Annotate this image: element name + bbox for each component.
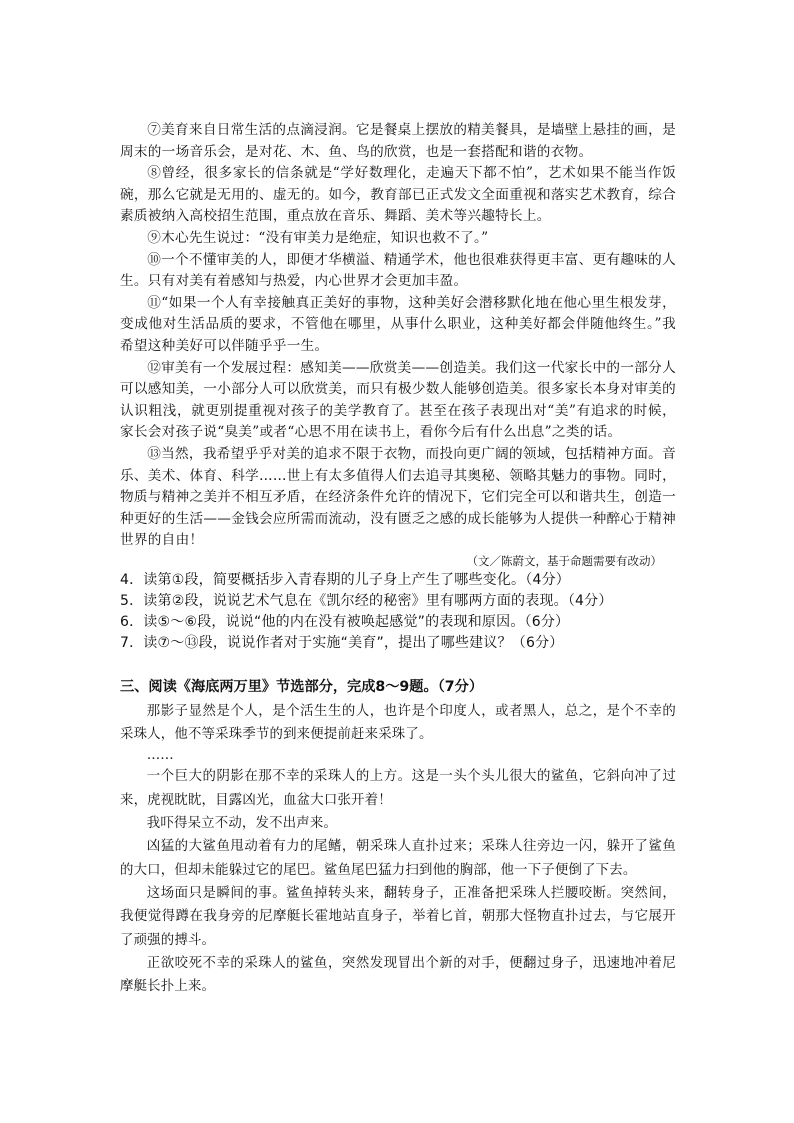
excerpt-paragraph-1: 那影子显然是个人，是个活生生的人，也许是个印度人，或者黑人，总之，是个不幸的采珠人，他不等采珠季节的到来便提前赶来采珠了。 — [120, 703, 676, 743]
excerpt-paragraph-2: 一个巨大的阴影在那不幸的采珠人的上方。这是一头个头儿很大的鲨鱼，它斜向冲了过来，虎视眈眈，目露凶光，血盆大口张开着！ — [120, 769, 676, 808]
article-paragraph-11: ⑪“如果一个人有幸接触真正美好的事物，这种美好会潜移默化地在他心里生根发芽，变成他对生活品质的要求，不管他在哪里，从事什么职业，这种美好都会伴随他终生。”我希望这种美好可以伴随乎乎一生。 — [120, 294, 676, 354]
question-4: 4．读第①段，简要概括步入青春期的儿子身上产生了哪些变化。（4分） — [120, 571, 570, 588]
question-5: 5．读第②段，说说艺术气息在《凯尔经的秘密》里有哪两方面的表现。（4分） — [120, 592, 613, 609]
article-paragraph-10: ⑩一个不懂审美的人，即便才华横溢、精通学术，他也很难获得更丰富、更有趣味的人生。只有对美有着感知与热爱，内心世界才会更加丰盈。 — [120, 251, 676, 290]
excerpt-paragraph-4: 凶猛的大鲨鱼甩动着有力的尾鳍，朝采珠人直扑过来；采珠人往旁边一闪，躲开了鲨鱼的大口，但却未能躲过它的尾巴。鲨鱼尾巴猛力扫到他的胸部，他一下子便倒了下去。 — [120, 839, 676, 878]
document-page — [120, 120, 676, 998]
article-paragraph-12: ⑫审美有一个发展过程：感知美——欣赏美——创造美。我们这一代家长中的一部分人可以感知美，一小部分人可以欣赏美，而只有极少数人能够创造美。很多家长本身对审美的认识粗浅，就更别提重视对孩子的美学教育了。甚至在孩子表现出对“美”有追求的时候，家长会对孩子说“臭美”或者“心思不用在读书上，看你今后有什么出息”之类的话。 — [120, 359, 676, 441]
article-paragraph-8: ⑧曾经，很多家长的信条就是“学好数理化，走遍天下都不怕”，艺术如果不能当作饭碗，那么它就是无用的、虚无的。如今，教育部已正式发文全面重视和落实艺术教育，综合素质被纳入高校招生范围，重点放在音乐、舞蹈、美术等兴趣特长上。 — [120, 165, 676, 225]
article-paragraph-7: ⑦美育来自日常生活的点滴浸润。它是餐桌上摆放的精美餐具，是墙壁上悬挂的画，是周末的一场音乐会，是对花、木、鱼、鸟的欣赏，也是一套搭配和谐的衣物。 — [120, 122, 676, 160]
question-7: 7．读⑦～⑬段，说说作者对于实施“美育”，提出了哪些建议？（6分） — [120, 634, 564, 651]
article-paragraph-13: ⑬当然，我希望乎乎对美的追求不限于衣物，而投向更广阔的领域，包括精神方面。音乐、美术、体育、科学……世上有太多值得人们去追寻其奥秘、领略其魅力的事物。同时，物质与精神之美并不相互矛盾，在经济条件允许的情况下，它们完全可以和谐共生，创造一种更好的生活——金钱会应所需而流动，没有匮乏之感的成长能够为人提供一种醉心于精神世界的自由！ — [120, 445, 676, 549]
excerpt-paragraph-3: 我吓得呆立不动，发不出声来。 — [146, 816, 338, 832]
excerpt-ellipsis: …… — [146, 748, 174, 764]
article-paragraph-9: ⑨木心先生说过：“没有审美力是绝症，知识也救不了。” — [147, 229, 489, 246]
article-source: （文／陈蔚文，基于命题需要有改动） — [466, 553, 662, 568]
section-3-heading: 三、阅读《海底两万里》节选部分，完成8～9题。（7分） — [120, 678, 484, 695]
excerpt-paragraph-6: 正欲咬死不幸的采珠人的鲨鱼，突然发现冒出个新的对手，便翻过身子，迅速地冲着尼摩艇长扑上来。 — [120, 955, 676, 995]
excerpt-paragraph-5: 这场面只是瞬间的事。鲨鱼掉转头来，翻转身子，正准备把采珠人拦腰咬断。突然间，我便觉得蹲在我身旁的尼摩艇长霍地站直身子，举着匕首，朝那大怪物直扑过去，与它展开了顽强的搏斗。 — [120, 885, 676, 948]
question-6: 6．读⑤～⑥段，说说“他的内在没有被唤起感觉”的表现和原因。（6分） — [120, 613, 570, 630]
